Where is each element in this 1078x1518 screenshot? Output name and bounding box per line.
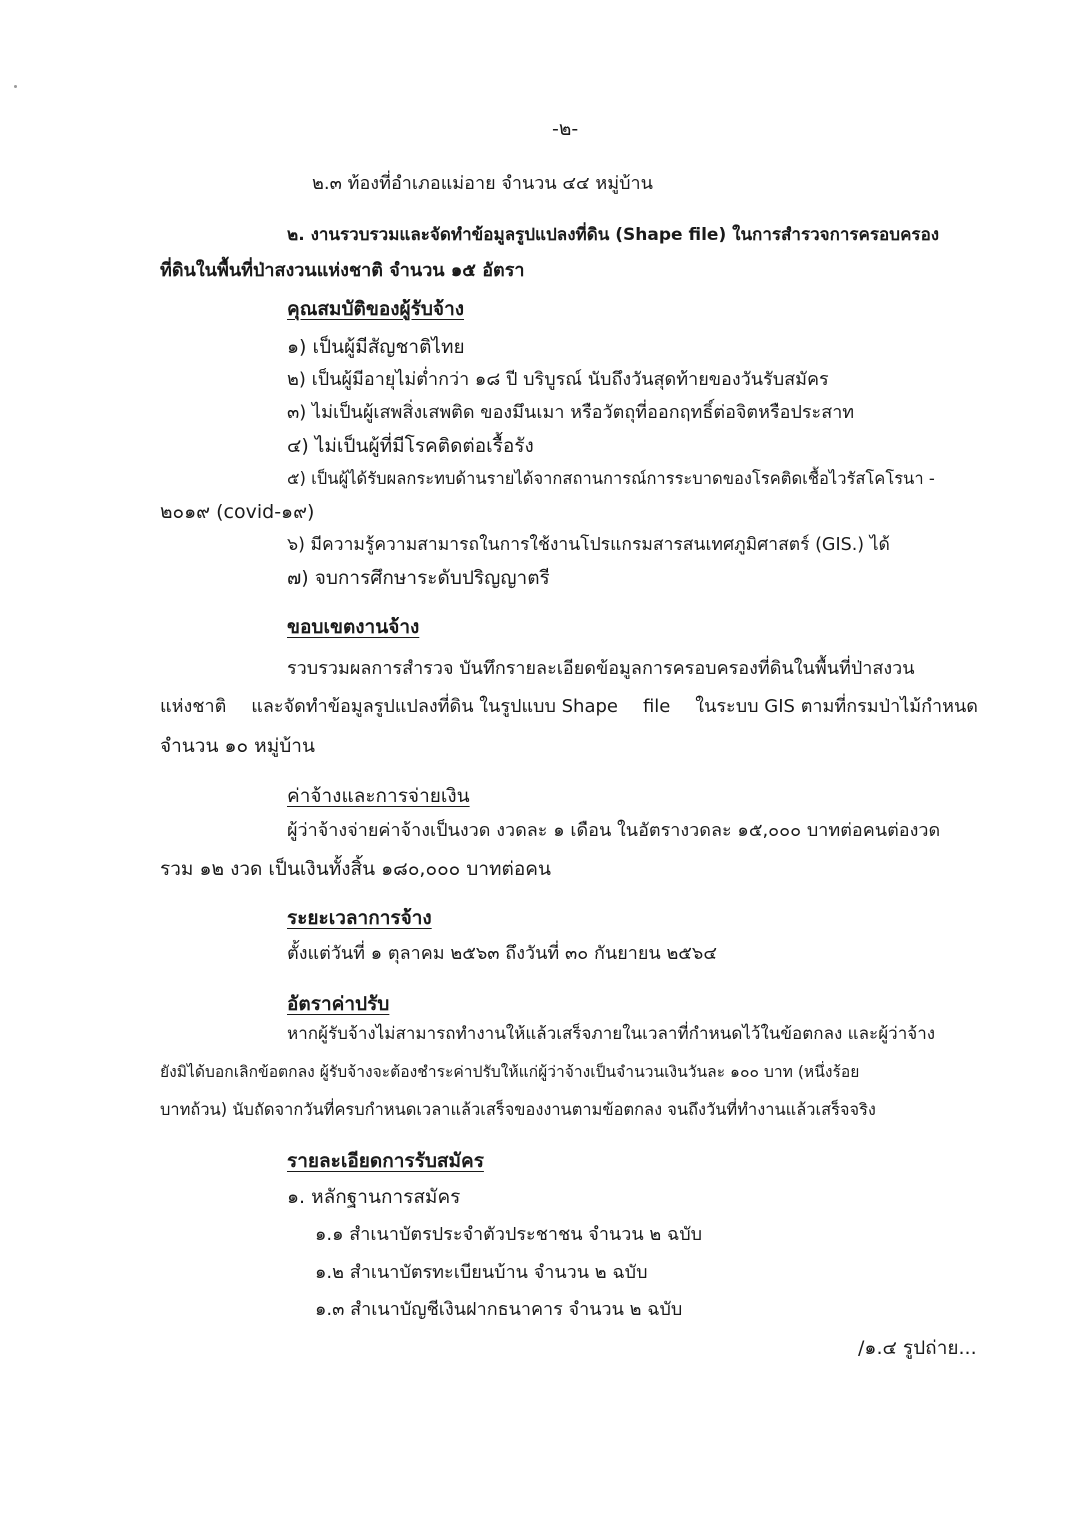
qualification-item: ๖) มีความรู้ความสามารถในการใช้งานโปรแกรมสารสนเทศภูมิศาสตร์ (GIS.) ได้: [287, 535, 890, 555]
scope-word: ในระบบ GIS ตามที่กรมป่าไม้กำหนด: [695, 696, 978, 717]
section-2-heading-line-1: ๒. งานรวบรวมและจัดทำข้อมูลรูปแปลงที่ดิน (Shape file) ในการสำรวจการครอบครอง: [287, 225, 940, 245]
item-2-3: ๒.๓ ท้องที่อำเภอแม่อาย จำนวน ๔๔ หมู่บ้าน: [312, 173, 653, 194]
penalty-line-2: ยังมิได้บอกเลิกข้อตกลง ผู้รับจ้างจะต้องชำระค่าปรับให้แก่ผู้ว่าจ้างเป็นจำนวนเงินวันละ ๑๐๐ บาท (หนึ่งร้อย: [160, 1063, 860, 1081]
scope-word: และจัดทำข้อมูลรูปแปลงที่ดิน ในรูปแบบ Shape: [251, 696, 618, 717]
scope-line-2: [160, 694, 978, 720]
qualification-item: ๑) เป็นผู้มีสัญชาติไทย: [287, 336, 465, 358]
duration-title: ระยะเวลาการจ้าง: [287, 907, 432, 929]
application-subitem: ๑.๓ สำเนาบัญชีเงินฝากธนาคาร จำนวน ๒ ฉบับ: [315, 1299, 683, 1320]
application-subitem: ๑.๑ สำเนาบัตรประจำตัวประชาชน จำนวน ๒ ฉบับ: [315, 1224, 703, 1245]
qualification-item: ๓) ไม่เป็นผู้เสพสิ่งเสพติด ของมึนเมา หรือวัตถุที่ออกฤทธิ์ต่อจิตหรือประสาท: [287, 402, 855, 423]
duration-line-1: ตั้งแต่วันที่ ๑ ตุลาคม ๒๕๖๓ ถึงวันที่ ๓๐ กันยายน ๒๕๖๔: [287, 943, 717, 964]
page-number: -๒-: [552, 118, 579, 140]
application-subitem: ๑.๒ สำเนาบัตรทะเบียนบ้าน จำนวน ๒ ฉบับ: [315, 1262, 648, 1283]
qualification-item: ๗) จบการศึกษาระดับปริญญาตรี: [287, 567, 550, 589]
penalty-title: อัตราค่าปรับ: [287, 993, 390, 1015]
application-title: รายละเอียดการรับสมัคร: [287, 1150, 484, 1172]
application-item-1: ๑. หลักฐานการสมัคร: [287, 1186, 461, 1208]
payment-line-1: ผู้ว่าจ้างจ่ายค่าจ้างเป็นงวด งวดละ ๑ เดือน ในอัตรางวดละ ๑๕,๐๐๐ บาทต่อคนต่องวด: [287, 820, 941, 841]
qualification-item: ๔) ไม่เป็นผู้ที่มีโรคติดต่อเรื้อรัง: [287, 435, 534, 457]
qualification-item: ๒) เป็นผู้มีอายุไม่ต่ำกว่า ๑๘ ปี บริบูรณ์ นับถึงวันสุดท้ายของวันรับสมัคร: [287, 369, 829, 390]
qualification-item: ๕) เป็นผู้ได้รับผลกระทบด้านรายได้จากสถานการณ์การระบาดของโรคติดเชื้อไวรัสโคโรนา -: [287, 469, 935, 488]
payment-title: ค่าจ้างและการจ่ายเงิน: [287, 785, 470, 807]
payment-line-2: รวม ๑๒ งวด เป็นเงินทั้งสิ้น ๑๘๐,๐๐๐ บาทต่อคน: [160, 858, 552, 880]
penalty-line-3: บาทถ้วน) นับถัดจากวันที่ครบกำหนดเวลาแล้วเสร็จของงานตามข้อตกลง จนถึงวันที่ทำงานแล้วเสร็จจริง: [160, 1100, 876, 1119]
scope-word: file: [642, 696, 671, 717]
scope-title: ขอบเขตงานจ้าง: [287, 616, 420, 638]
scope-word: แห่งชาติ: [160, 696, 227, 717]
scope-line-3: จำนวน ๑๐ หมู่บ้าน: [160, 735, 315, 757]
scan-speck: [14, 85, 17, 88]
scope-line-1: รวบรวมผลการสำรวจ บันทึกรายละเอียดข้อมูลการครอบครองที่ดินในพื้นที่ป่าสงวน: [287, 658, 915, 679]
qualification-item-continuation: ๒๐๑๙ (covid-๑๙): [160, 501, 315, 523]
continuation-note: /๑.๔ รูปถ่าย...: [858, 1337, 977, 1359]
penalty-line-1: หากผู้รับจ้างไม่สามารถทำงานให้แล้วเสร็จภายในเวลาที่กำหนดไว้ในข้อตกลง และผู้ว่าจ้าง: [287, 1024, 936, 1044]
section-2-heading-line-2: ที่ดินในพื้นที่ป่าสงวนแห่งชาติ จำนวน ๑๕ อัตรา: [160, 260, 525, 281]
qualifications-title: คุณสมบัติของผู้รับจ้าง: [287, 298, 465, 320]
